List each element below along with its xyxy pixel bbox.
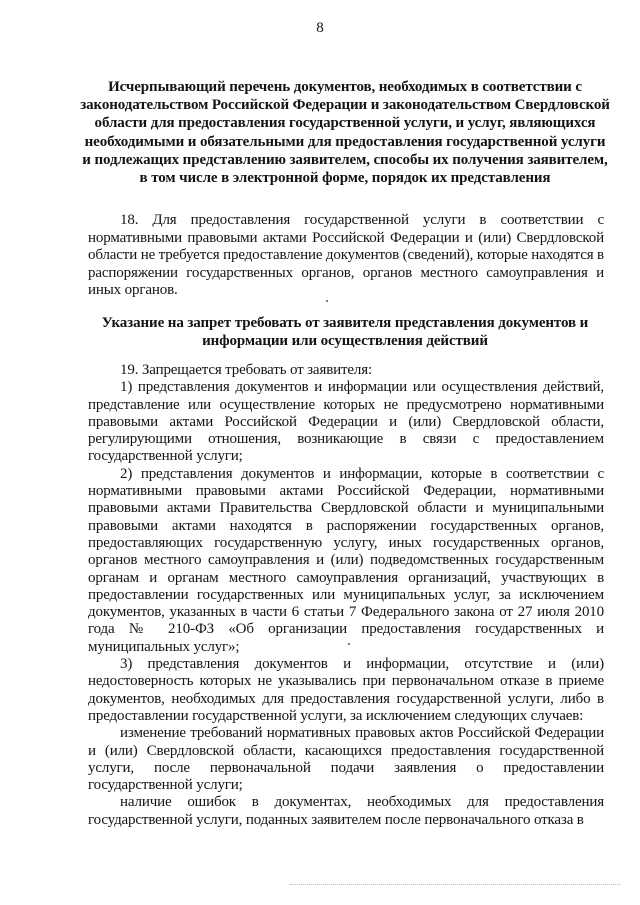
- list-item-1: 1) представления документов и информации или осуществления действий, представление или осуществление которых не предусмотрено нормативными правовыми актами Российской Федерации и (или) Свердловской области, регулирующими отношения, возникающие в связи с предоставлением государственной услуги;: [88, 379, 604, 465]
- list-item-3: 3) представления документов и информации, отсутствие и (или) недостоверность которых не указывались при первоначальном отказе в приеме документов, необходимых для предоставления государственной услуги, либо в предоставлении государственной услуги, за исключением следующих случаев:: [88, 656, 604, 724]
- paragraph-19-intro: 19. Запрещается требовать от заявителя:: [120, 362, 373, 378]
- scan-speck: [326, 300, 328, 302]
- paragraph-19-block: [88, 362, 604, 829]
- scan-artifact-line: [290, 884, 620, 886]
- section-heading-prohibition: Указание на запрет требовать от заявителя представления документов и информации или осуществления действий: [101, 315, 589, 350]
- scan-speck: [348, 643, 350, 645]
- section-heading-required-documents: Исчерпывающий перечень документов, необходимых в соответствии с законодательством Российской Федерации и законодательством Свердловской области для предоставления государственной услуги, и услуг, являющихся необходимыми и обязательными для предоставления государственной услуги и подлежащих представлению заявителем, способы их получения заявителем, в том числе в электронной форме, порядок их представления: [80, 79, 610, 187]
- exception-case-2: наличие ошибок в документах, необходимых для предоставления государственной услуги, поданных заявителем после первоначального отказа в: [88, 794, 604, 828]
- paragraph-18: 18. Для предоставления государственной услуги в соответствии с нормативными правовыми актами Российской Федерации и (или) Свердловской области не требуется предоставление документов (сведений), которые находятся в распоряжении государственных органов, органов местного самоуправления и иных органов.: [88, 212, 604, 298]
- exception-case-1: изменение требований нормативных правовых актов Российской Федерации и (или) Свердловской области, касающихся предоставления государственной услуги, после первоначальной подачи заявления о предоставлении государственной услуги;: [88, 725, 604, 794]
- page-number: 8: [316, 20, 324, 36]
- list-item-2: 2) представления документов и информации, которые в соответствии с нормативными правовыми актами Российской Федерации, нормативными правовыми актами Правительства Свердловской области и муниципальными правовыми актами находятся в распоряжении государственных органов, предоставляющих государственную услугу, иных государственных органов, органов местного самоуправления и (или) подведомственных государственным органам и органам местного самоуправления организаций, участвующих в предоставлении государственных или муниципальных услуг, за исключением документов, указанных в части 6 статьи 7 Федерального закона от 27 июля 2010 года № 210-ФЗ «Об организации предоставления государственных и муниципальных услуг»;: [88, 465, 604, 655]
